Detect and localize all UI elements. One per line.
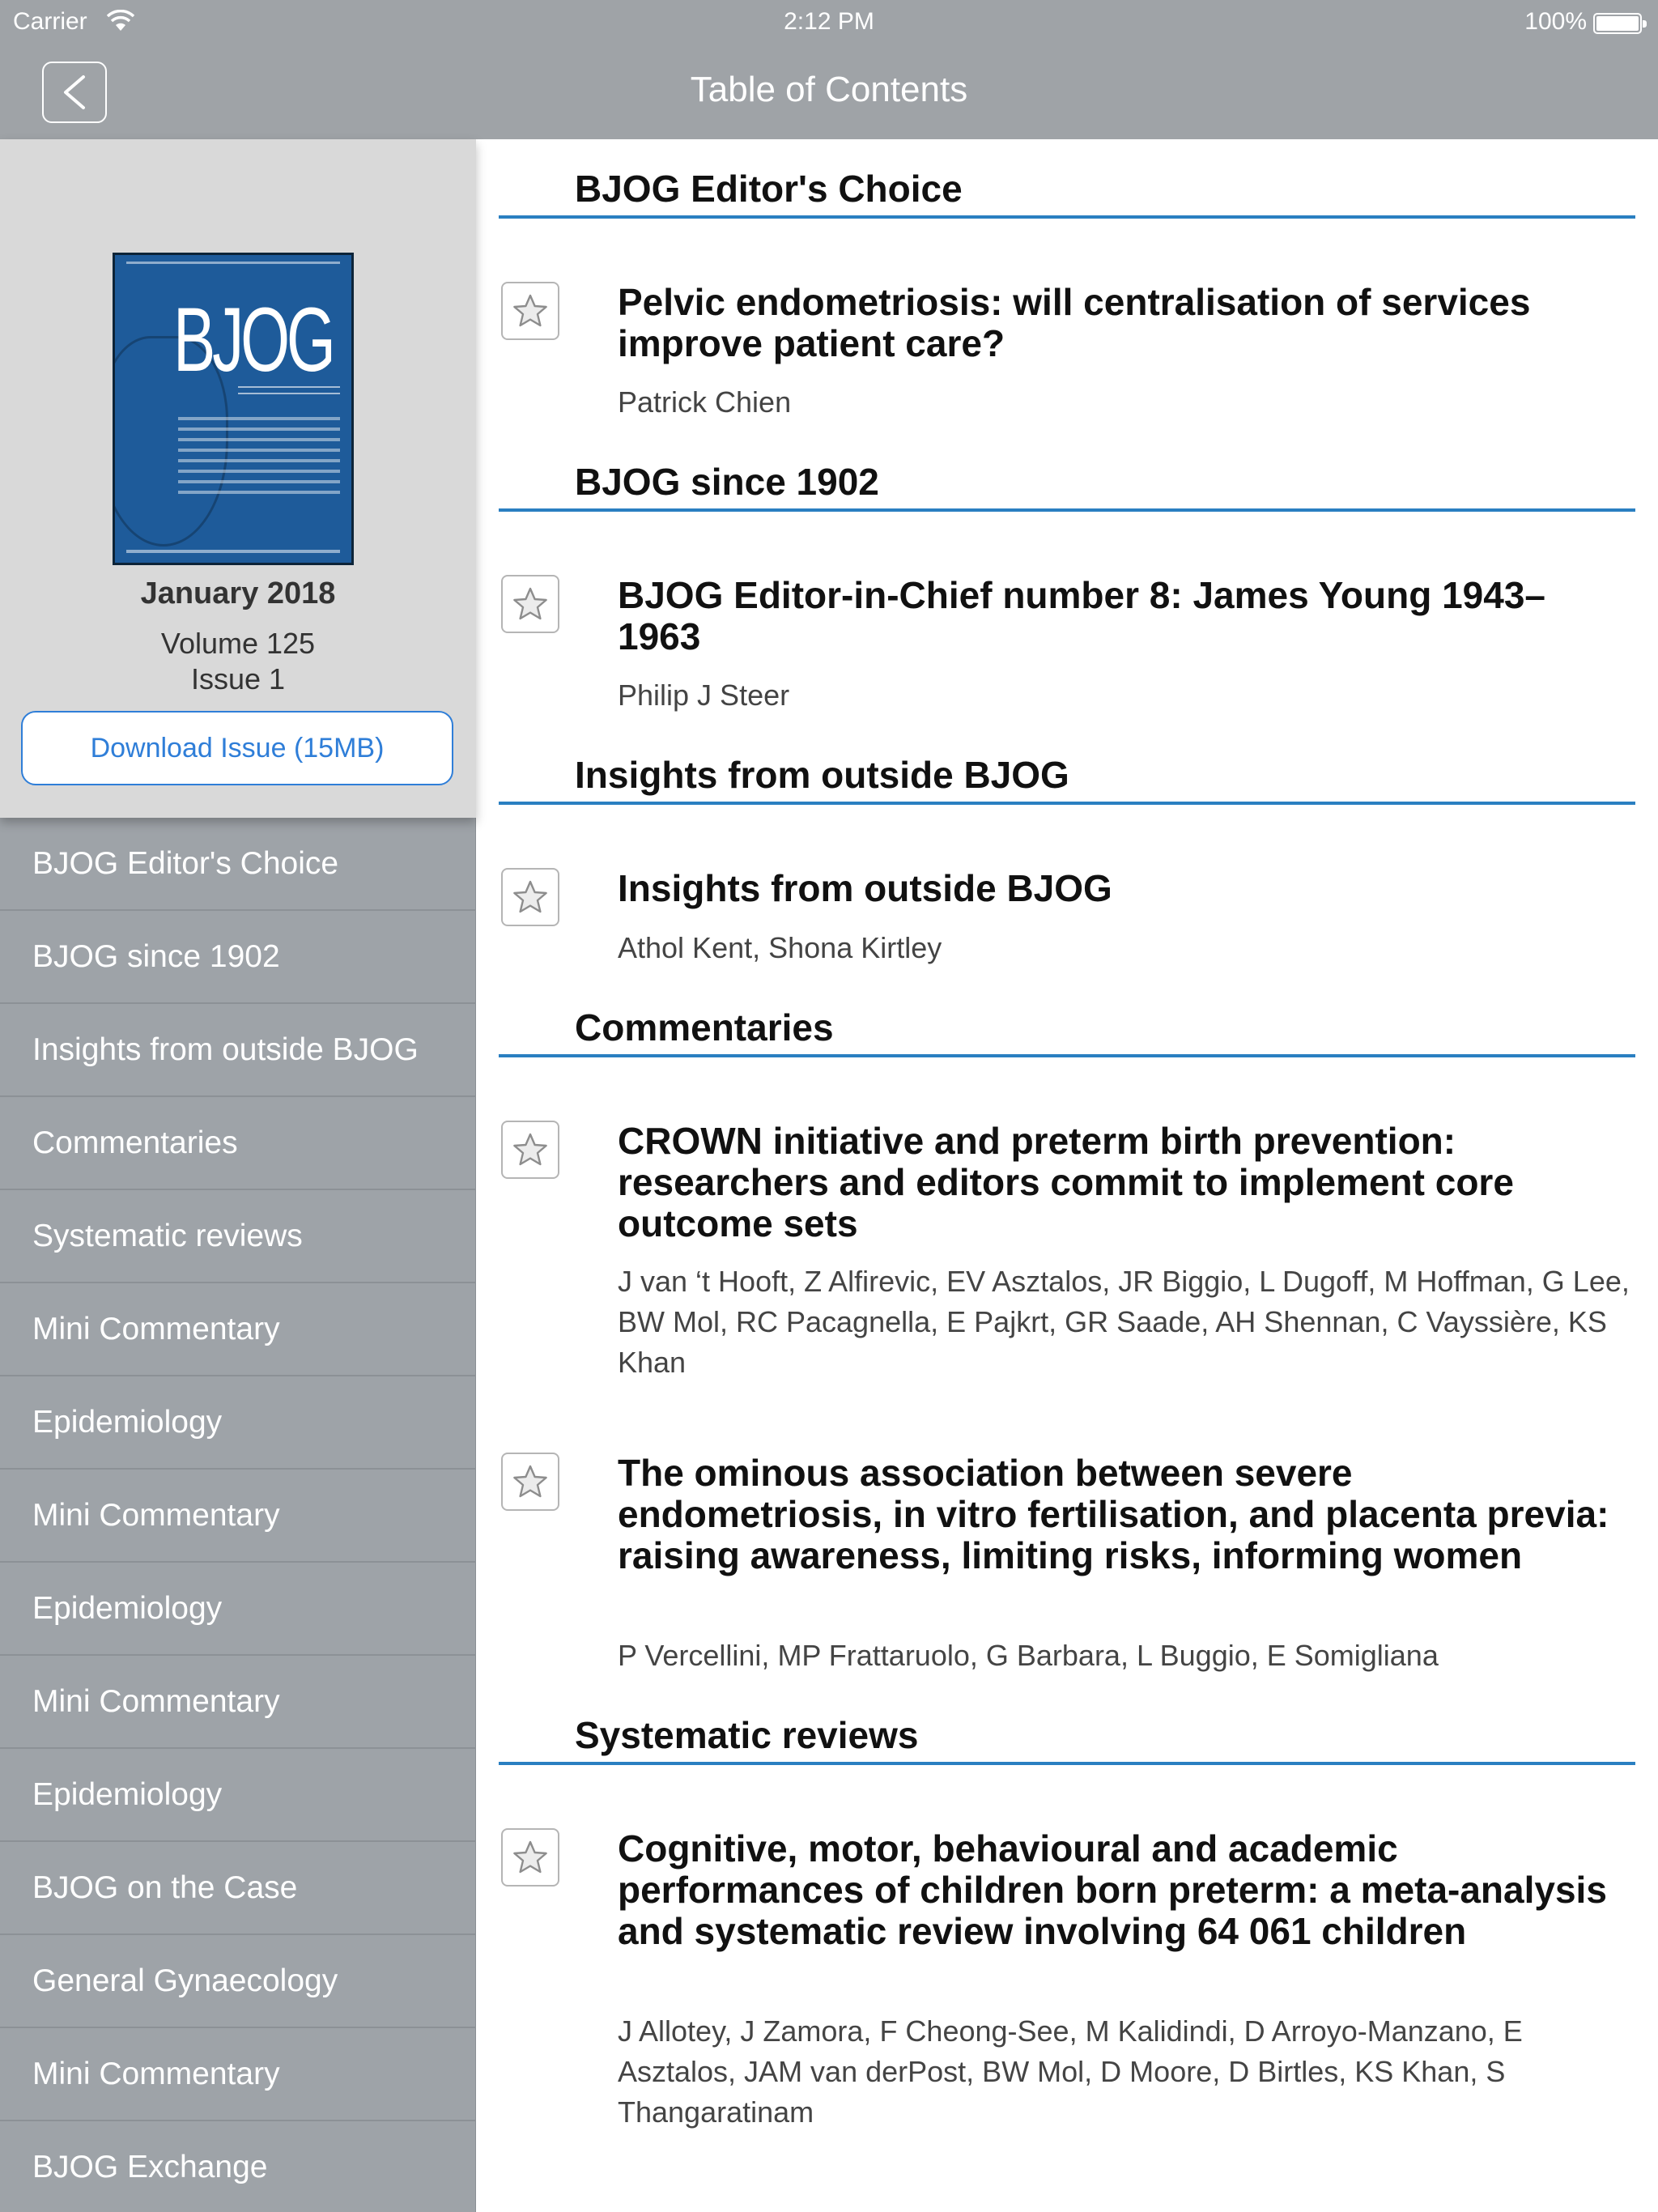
star-icon <box>511 291 550 330</box>
sidebar-item-since-1902[interactable]: BJOG since 1902 <box>0 911 476 1004</box>
section-heading: BJOG Editor's Choice <box>575 168 963 210</box>
article-title: Cognitive, motor, behavioural and academic performances of children born preterm: a meta-analysis and systematic review involving 64 061 children <box>618 1827 1607 1952</box>
carrier-label: Carrier <box>13 8 87 35</box>
issue-volume: Volume 125 <box>160 627 316 660</box>
sidebar-item-epidemiology[interactable]: Epidemiology <box>0 1563 476 1656</box>
issue-number: Issue 1 <box>190 662 286 696</box>
star-icon <box>511 1462 550 1501</box>
sidebar-item-mini-commentary[interactable]: Mini Commentary <box>0 2028 476 2121</box>
section-header <box>499 432 1635 512</box>
favorite-button[interactable] <box>501 575 559 633</box>
battery-icon <box>1593 13 1642 34</box>
sidebar-item-mini-commentary[interactable]: Mini Commentary <box>0 1470 476 1563</box>
star-icon <box>511 1838 550 1877</box>
sidebar-item-general-gynaecology[interactable]: General Gynaecology <box>0 1935 476 2028</box>
star-icon <box>511 878 550 917</box>
star-icon <box>511 585 550 623</box>
page-title: Table of Contents <box>690 70 968 109</box>
favorite-button[interactable] <box>501 868 559 926</box>
article-authors: Athol Kent, Shona Kirtley <box>618 931 942 964</box>
article-authors: Patrick Chien <box>618 385 792 419</box>
section-header <box>499 1686 1635 1765</box>
sidebar-item-mini-commentary[interactable]: Mini Commentary <box>0 1283 476 1376</box>
article-title: Insights from outside BJOG <box>618 867 1112 909</box>
sidebar-item-bjog-on-the-case[interactable]: BJOG on the Case <box>0 1842 476 1935</box>
article-title: CROWN initiative and preterm birth prevention: researchers and editors commit to implement core outcome sets <box>618 1120 1514 1244</box>
sidebar-item-epidemiology[interactable]: Epidemiology <box>0 1749 476 1842</box>
table-of-contents <box>476 139 1658 2212</box>
sidebar-item-epidemiology[interactable]: Epidemiology <box>0 1376 476 1470</box>
sidebar-item-bjog-exchange[interactable]: BJOG Exchange <box>0 2121 476 2212</box>
section-header <box>499 725 1635 805</box>
article-title: Pelvic endometriosis: will centralisation of services improve patient care? <box>618 281 1531 364</box>
section-list <box>0 818 476 2212</box>
download-issue-button[interactable]: Download Issue (15MB) <box>21 711 453 785</box>
article-authors: P Vercellini, MP Frattaruolo, G Barbara, L Buggio, E Somigliana <box>618 1639 1439 1672</box>
article-authors: J Allotey, J Zamora, F Cheong-See, M Kalidindi, D Arroyo-Manzano, E Asztalos, JAM van derPost, BW Mol, D Moore, D Birtles, KS Khan, S Thangaratinam <box>618 2014 1523 2129</box>
article-title: BJOG Editor-in-Chief number 8: James Young 1943–1963 <box>618 574 1546 657</box>
sidebar <box>0 139 476 2212</box>
navigation-bar <box>0 0 1658 139</box>
sidebar-item-systematic-reviews[interactable]: Systematic reviews <box>0 1190 476 1283</box>
article-title: The ominous association between severe endometriosis, in vitro fertilisation, and placenta previa: raising awareness, limiting risks, informing women <box>618 1452 1609 1576</box>
issue-panel <box>0 139 476 818</box>
status-bar <box>0 0 1658 45</box>
section-heading: Systematic reviews <box>575 1714 919 1756</box>
sidebar-item-editors-choice[interactable]: BJOG Editor's Choice <box>0 818 476 911</box>
section-heading: BJOG since 1902 <box>575 461 879 503</box>
sidebar-item-mini-commentary[interactable]: Mini Commentary <box>0 1656 476 1749</box>
cover-logo: BJOG <box>173 289 333 390</box>
section-header <box>499 139 1635 219</box>
sidebar-item-commentaries[interactable]: Commentaries <box>0 1097 476 1190</box>
section-heading: Commentaries <box>575 1006 834 1049</box>
favorite-button[interactable] <box>501 1453 559 1511</box>
issue-date: January 2018 <box>140 576 336 610</box>
favorite-button[interactable] <box>501 1121 559 1179</box>
section-header <box>499 978 1635 1057</box>
article-authors: J van ‘t Hooft, Z Alfirevic, EV Asztalos, JR Biggio, L Dugoff, M Hoffman, G Lee, BW Mol, RC Pacagnella, E Pajkrt, GR Saade, AH Shennan, C Vayssière, KS Khan <box>618 1265 1630 1379</box>
article-authors: Philip J Steer <box>618 678 790 712</box>
issue-cover-image[interactable] <box>113 253 354 565</box>
clock: 2:12 PM <box>784 8 874 35</box>
section-heading: Insights from outside BJOG <box>575 754 1069 796</box>
sidebar-item-insights[interactable]: Insights from outside BJOG <box>0 1004 476 1097</box>
favorite-button[interactable] <box>501 1828 559 1887</box>
star-icon <box>511 1130 550 1169</box>
favorite-button[interactable] <box>501 282 559 340</box>
battery-percentage: 100% <box>1524 8 1587 35</box>
